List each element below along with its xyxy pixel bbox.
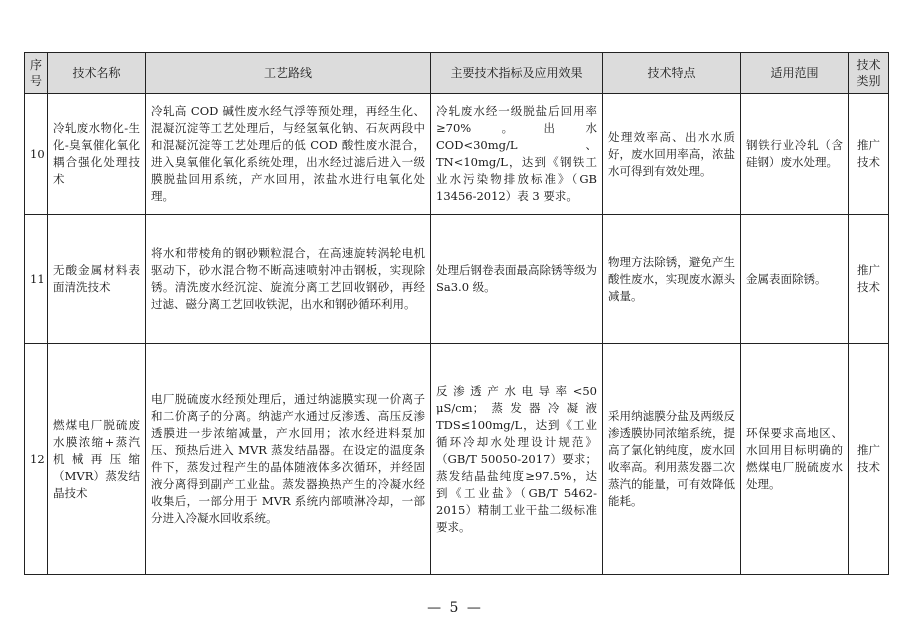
table-row [25,344,889,575]
row-features: 采用纳滤膜分盐及两级反渗透膜协同浓缩系统，提高了氯化钠纯度，废水回收率高。利用蒸发器二次蒸汽的能量，可有效降低能耗。 [603,344,741,575]
row-process-route: 电厂脱硫废水经预处理后，通过纳滤膜实现一价离子和二价离子的分离。纳滤产水通过反渗透、高压反渗透膜进一步浓缩减量，产水回用；浓水经进料泵加压、预热后进入 MVR 蒸发结晶器。在设定的温度条件下，蒸发过程产生的晶体随液体多次循环，并经固液分离得到副产工业盐。蒸发器换热产生的冷凝水经收集后，一部分用于 MVR 系统内部喷淋冷却，一部分进入冷凝水回收系统。 [146,344,431,575]
row-metrics: 冷轧废水经一级脱盐后回用率≥70%。出水 COD<30mg/L、TN<10mg/L，达到《钢铁工业水污染物排放标准》（GB 13456-2012）表 3 要求。 [431,94,603,215]
row-serial: 12 [25,344,48,575]
row-tech-name: 无酸金属材料表面清洗技术 [48,215,146,344]
header-scope: 适用范围 [741,53,849,94]
row-category: 推广技术 [849,94,889,215]
header-features: 技术特点 [603,53,741,94]
table-row [25,94,889,215]
row-features: 处理效率高、出水水质好，废水回用率高，浓盐水可得到有效处理。 [603,94,741,215]
header-serial: 序号 [25,53,48,94]
row-serial: 11 [25,215,48,344]
row-process-route: 冷轧高 COD 碱性废水经气浮等预处理，再经生化、混凝沉淀等工艺处理后，与经氢氧化钠、石灰两段中和混凝沉淀等工艺处理后的低 COD 酸性废水混合，进入臭氧催化氧化系统处理，出水经过滤后进入一级膜脱盐回用系统，产水回用，浓盐水进行电氧化处理。 [146,94,431,215]
table-row [25,215,889,344]
page-number: — 5 — [427,600,483,616]
row-tech-name: 冷轧废水物化-生化-臭氧催化氧化耦合强化处理技术 [48,94,146,215]
technology-table [24,52,889,575]
row-category: 推广技术 [849,215,889,344]
row-tech-name: 燃煤电厂脱硫废水膜浓缩+蒸汽机械再压缩（MVR）蒸发结晶技术 [48,344,146,575]
row-serial: 10 [25,94,48,215]
row-metrics: 处理后钢卷表面最高除锈等级为 Sa3.0 级。 [431,215,603,344]
header-process-route: 工艺路线 [146,53,431,94]
row-features: 物理方法除锈，避免产生酸性废水，实现废水源头减量。 [603,215,741,344]
header-category: 技术类别 [849,53,889,94]
row-scope: 金属表面除锈。 [741,215,849,344]
row-scope: 钢铁行业冷轧（含硅钢）废水处理。 [741,94,849,215]
row-process-route: 将水和带棱角的钢砂颗粒混合，在高速旋转涡轮电机驱动下，砂水混合物不断高速喷射冲击钢板，实现除锈。清洗废水经沉淀、旋流分离工艺回收钢砂，再经过滤、磁分离工艺回收铁泥，出水和钢砂循环利用。 [146,215,431,344]
header-metrics: 主要技术指标及应用效果 [431,53,603,94]
header-tech-name: 技术名称 [48,53,146,94]
row-metrics: 反渗透产水电导率<50 μS/cm；蒸发器冷凝液 TDS≤100mg/L，达到《工业循环冷却水处理设计规范》（GB/T 50050-2017）要求；蒸发结晶盐纯度≥97.5%，达到《工业盐》（GB/T 5462-2015）精制工业干盐二级标准要求。 [431,344,603,575]
table-header-row [25,53,889,94]
row-category: 推广技术 [849,344,889,575]
row-scope: 环保要求高地区、水回用目标明确的燃煤电厂脱硫废水处理。 [741,344,849,575]
